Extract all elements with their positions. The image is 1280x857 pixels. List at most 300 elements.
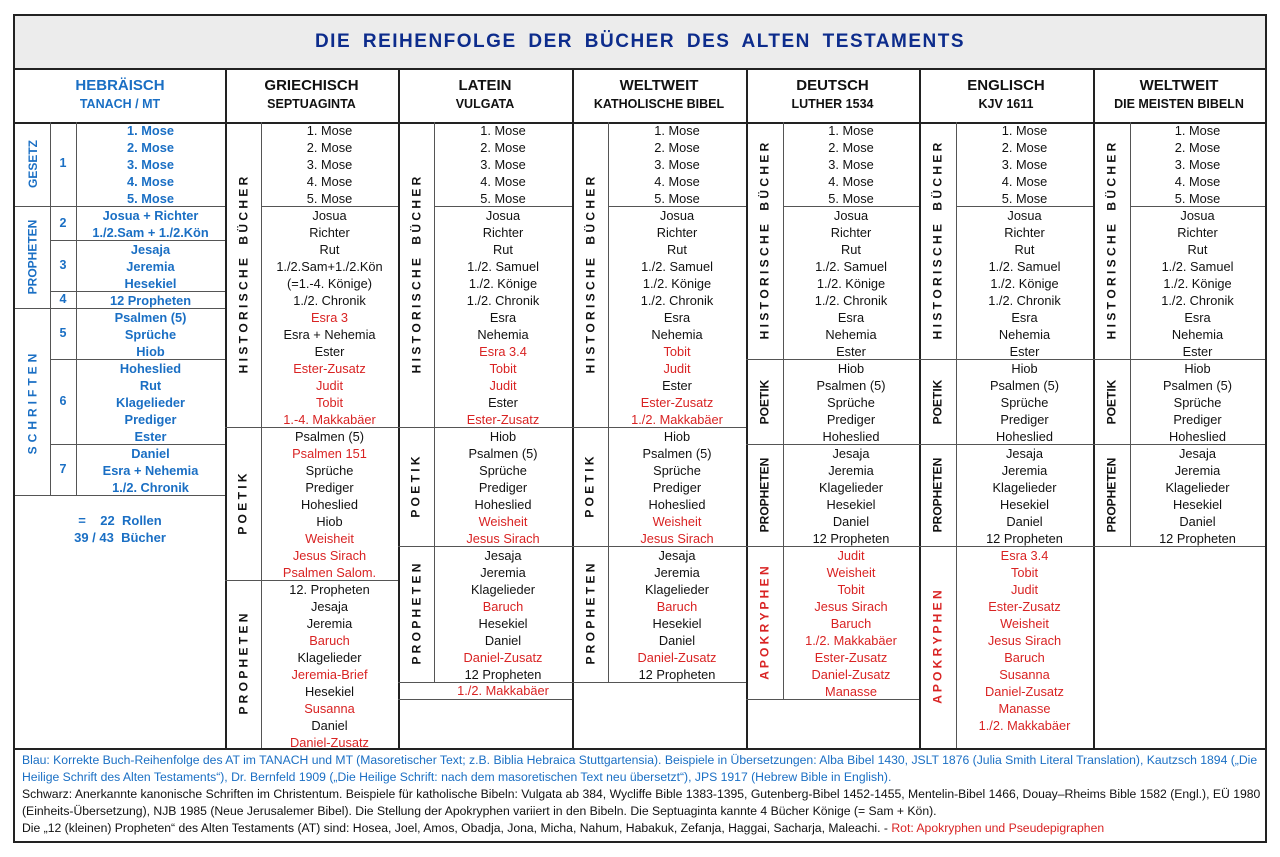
book-entry: Klagelieder — [297, 650, 362, 665]
book-entry: Esra 3.4 — [479, 344, 527, 359]
book-list — [783, 207, 919, 360]
book-entry: 4. Mose — [654, 174, 700, 189]
book-entry: Sprüche — [305, 463, 354, 478]
book-entry: Esra + Nehemia — [283, 327, 376, 342]
book-entry: Ester-Zusatz — [988, 599, 1061, 614]
book-entry: Prediger — [652, 480, 702, 495]
book-entry: Klagelieder — [644, 582, 710, 597]
label-propheten: PROPHETEN — [757, 457, 772, 533]
book-entry: Psalmen 151 — [292, 446, 367, 461]
book-entry: Hesekiel — [124, 276, 177, 291]
book-entry: 1./2. Makkabäer — [631, 412, 723, 427]
book-entry: 3. Mose — [306, 157, 353, 172]
book-entry: 1. Mose — [306, 123, 353, 138]
book-entry: Klagelieder — [1165, 480, 1230, 495]
book-entry: Ester — [314, 344, 345, 359]
book-entry: Psalmen (5) — [642, 446, 712, 461]
book-entry: Hoheslied — [474, 497, 532, 512]
book-entry: Judit — [315, 378, 344, 393]
label-historische: H I S T O R I S C H E B Ü C H E R — [757, 142, 772, 339]
book-list — [76, 122, 225, 207]
book-entry: 1./2. Makkabäer — [805, 633, 897, 648]
book-entry: 1./2. Chronik — [112, 480, 189, 495]
book-entry: 12 Propheten — [812, 531, 890, 546]
book-entry: 4. Mose — [1174, 174, 1221, 189]
book-entry: Klagelieder — [992, 480, 1057, 495]
book-entry: 5. Mose — [127, 191, 174, 206]
book-entry: Jesus Sirach — [292, 548, 367, 563]
book-entry: Sprüche — [479, 463, 527, 478]
book-entry: Jesaja — [484, 548, 522, 563]
book-entry: Daniel — [1006, 514, 1043, 529]
book-entry: Jeremia — [654, 565, 700, 580]
book-list — [261, 581, 398, 751]
book-entry: 5. Mose — [828, 191, 874, 206]
book-entry: Tobit — [837, 582, 865, 597]
book-entry: 1./2. Samuel — [467, 259, 539, 274]
book-entry: Ester — [662, 378, 692, 393]
group-number: 5 — [59, 326, 67, 340]
footer-propheten-note: Die „12 (kleinen) Propheten“ des Alten Testaments (AT) sind: Hosea, Joel, Amos, Obadja, Jona, Micha, Nahum, Habakuk, Zefanja, Haggai, Sacharja, Maleachi. - Rot: Apokryphen und Pseudepigraphen — [22, 821, 1105, 835]
book-list — [261, 428, 398, 581]
book-entry: Manasse — [825, 684, 877, 699]
book-entry: 4. Mose — [828, 174, 874, 189]
book-entry: 1./2. Chronik — [466, 293, 540, 308]
book-list — [956, 445, 1093, 547]
book-entry: 12 Propheten — [1159, 531, 1236, 546]
book-entry: Hiob — [316, 514, 343, 529]
book-entry: 4. Mose — [1001, 174, 1048, 189]
header-meisten: WELTWEIT DIE MEISTEN BIBELN — [1114, 77, 1244, 111]
book-entry: 5. Mose — [654, 191, 700, 206]
book-entry: Susanna — [304, 701, 355, 716]
book-entry: 1./2. Makkabäer — [978, 718, 1071, 733]
book-entry: Jeremia-Brief — [291, 667, 368, 682]
label-schriften: SCHRIFTEN — [25, 349, 40, 454]
book-list — [608, 428, 746, 547]
book-list — [1130, 445, 1265, 547]
book-entry: Nehemia — [825, 327, 877, 342]
label-propheten: P R O P H E T E N — [236, 613, 251, 715]
book-entry: Josua — [659, 208, 695, 223]
header-englisch: ENGLISCH KJV 1611 — [967, 77, 1045, 111]
book-entry: Nehemia — [651, 327, 703, 342]
book-entry: Baruch — [830, 616, 872, 631]
book-entry: Ester-Zusatz — [293, 361, 366, 376]
book-entry: 1./2. Samuel — [815, 259, 887, 274]
book-entry: Susanna — [999, 667, 1050, 682]
book-entry: Jeremia — [1174, 463, 1221, 478]
book-entry: 2. Mose — [654, 140, 700, 155]
label-historische: H I S T O R I S C H E B Ü C H E R — [236, 176, 250, 373]
book-entry: Rut — [1187, 242, 1208, 257]
book-entry: Josua — [312, 208, 347, 223]
book-entry: Rut — [319, 242, 340, 257]
book-entry: Jesaja — [832, 446, 870, 461]
book-list — [783, 360, 919, 445]
book-list — [261, 207, 398, 428]
book-entry: Hoheslied — [1169, 429, 1226, 444]
book-list — [434, 207, 572, 428]
book-entry: Klagelieder — [116, 395, 185, 410]
book-entry: Esra 3.4 — [1000, 548, 1049, 563]
book-entry: Richter — [482, 225, 524, 240]
book-entry: Baruch — [656, 599, 698, 614]
book-entry: Richter — [656, 225, 698, 240]
header-hebraeisch: HEBRÄISCH TANACH / MT — [75, 77, 165, 111]
book-entry: 1.-4. Makkabäer — [283, 412, 376, 427]
book-entry: Hiob — [136, 344, 165, 359]
book-list — [434, 682, 572, 699]
book-entry: Jesaja — [311, 599, 348, 614]
book-entry: 2. Mose — [306, 140, 353, 155]
book-entry: Psalmen (5) — [295, 429, 364, 444]
book-entry: Tobit — [489, 361, 517, 376]
book-entry: Jeremia — [1001, 463, 1048, 478]
book-entry: Hoheslied — [996, 429, 1053, 444]
label-propheten: P R O P H E T E N — [409, 563, 424, 665]
book-entry: Prediger — [305, 480, 354, 495]
book-entry: Judit — [489, 378, 517, 393]
book-entry: 1./2. Samuel — [641, 259, 713, 274]
book-entry: Ester-Zusatz — [640, 395, 714, 410]
book-entry: Weisheit — [478, 514, 528, 529]
book-list — [76, 360, 225, 445]
book-entry: Hesekiel — [826, 497, 876, 512]
label-poetik: POETIK — [757, 379, 772, 424]
book-entry: Psalmen (5) — [1163, 378, 1232, 393]
book-entry: Daniel — [484, 633, 522, 648]
book-list — [76, 241, 225, 292]
book-list — [1130, 360, 1265, 445]
book-entry: Richter — [1177, 225, 1218, 240]
book-entry: 4. Mose — [306, 174, 353, 189]
book-list — [76, 207, 225, 241]
book-entry: 3. Mose — [654, 157, 700, 172]
book-entry: Nehemia — [1171, 327, 1224, 342]
header-latein: LATEIN VULGATA — [455, 77, 515, 111]
book-entry: Hiob — [1184, 361, 1211, 376]
book-entry: Rut — [667, 242, 687, 257]
book-entry: Sprüche — [653, 463, 701, 478]
book-entry: Josua — [1007, 208, 1042, 223]
book-entry: Weisheit — [652, 514, 702, 529]
book-entry: 5. Mose — [1174, 191, 1221, 206]
book-entry: Judit — [1010, 582, 1039, 597]
book-entry: Esra — [1011, 310, 1038, 325]
book-entry: 3. Mose — [127, 157, 174, 172]
book-entry: Baruch — [1004, 650, 1045, 665]
book-list — [1130, 122, 1265, 207]
book-entry: Klagelieder — [818, 480, 884, 495]
book-entry: Prediger — [478, 480, 528, 495]
book-entry: 1. Mose — [480, 123, 526, 138]
book-list — [608, 122, 746, 207]
summary-buecher: 39 / 43 Bücher — [74, 530, 166, 545]
book-entry: 1./2. Könige — [642, 276, 712, 291]
book-entry: Judit — [837, 548, 865, 563]
book-entry: 1./2. Samuel — [988, 259, 1061, 274]
book-entry: Josua — [485, 208, 521, 223]
book-entry: Daniel — [832, 514, 870, 529]
book-entry: Jesaja — [1006, 446, 1043, 461]
book-entry: Ester-Zusatz — [814, 650, 888, 665]
book-entry: Daniel — [1179, 514, 1216, 529]
book-entry: 1./2. Chronik — [293, 293, 366, 308]
book-entry: 1. Mose — [1001, 123, 1048, 138]
label-poetik: P O E T I K — [409, 455, 423, 518]
footer-red-note: Rot: Apokryphen und Pseudepigraphen — [891, 821, 1105, 835]
book-entry: 1./2. Könige — [1163, 276, 1232, 291]
book-entry: Prediger — [826, 412, 876, 427]
book-list — [783, 445, 919, 547]
book-entry: 3. Mose — [1001, 157, 1048, 172]
header-katholisch: WELTWEIT KATHOLISCHE BIBEL — [593, 77, 725, 111]
book-entry: Hiob — [1011, 361, 1038, 376]
book-entry: Richter — [309, 225, 350, 240]
book-list — [76, 445, 225, 496]
book-entry: Sprüche — [1173, 395, 1222, 410]
book-entry: 3. Mose — [828, 157, 874, 172]
book-entry: Rut — [1014, 242, 1035, 257]
book-entry: 1./2.Sam+1./2.Kön — [276, 259, 383, 274]
book-entry: Hoheslied — [648, 497, 706, 512]
book-entry: 4. Mose — [127, 174, 174, 189]
group-number: 2 — [59, 216, 67, 230]
label-apokryphen: A P O K R Y P H E N — [757, 565, 772, 680]
book-entry: Esra — [1184, 310, 1211, 325]
book-entry: 4. Mose — [480, 174, 526, 189]
book-entry: Baruch — [309, 633, 350, 648]
book-entry: 2. Mose — [828, 140, 874, 155]
book-entry: (=1.-4. Könige) — [286, 276, 372, 291]
book-entry: Weisheit — [1000, 616, 1049, 631]
footer-notes — [22, 752, 1262, 837]
book-entry: Jeremia — [126, 259, 175, 274]
book-entry: Nehemia — [998, 327, 1051, 342]
book-entry: Ester-Zusatz — [466, 412, 540, 427]
book-entry: Jesaja — [130, 242, 171, 257]
book-entry: Hesekiel — [478, 616, 528, 631]
book-entry: Hesekiel — [652, 616, 702, 631]
book-list — [956, 360, 1093, 445]
book-entry: Jeremia — [480, 565, 526, 580]
book-list — [434, 547, 572, 683]
label-poetik: P O E T I K — [583, 455, 597, 518]
book-entry: Daniel-Zusatz — [463, 650, 543, 665]
book-list — [956, 122, 1093, 207]
book-entry: Jeremia — [306, 616, 353, 631]
book-entry: Rut — [493, 242, 513, 257]
group-number: 1 — [59, 156, 67, 170]
label-poetik: POETIK — [930, 379, 945, 424]
group-number: 3 — [59, 258, 67, 272]
book-entry: Daniel-Zusatz — [811, 667, 891, 682]
book-entry: Tobit — [315, 395, 344, 410]
book-list — [76, 309, 225, 360]
book-entry: 1. Mose — [828, 123, 874, 138]
book-entry: Josua — [833, 208, 869, 223]
book-entry: Judit — [663, 361, 691, 376]
book-entry: Jesus Sirach — [640, 531, 714, 546]
book-entry: Sprüche — [1000, 395, 1049, 410]
book-entry: Jesaja — [658, 548, 696, 563]
book-list — [434, 122, 572, 207]
book-entry: Psalmen (5) — [114, 310, 187, 325]
book-entry: Sprüche — [827, 395, 875, 410]
book-entry: 5. Mose — [480, 191, 526, 206]
book-entry: Psalmen (5) — [990, 378, 1059, 393]
book-entry: Jesaja — [1179, 446, 1216, 461]
book-entry: Hoheslied — [301, 497, 358, 512]
book-entry: 12. Propheten — [289, 582, 370, 597]
book-entry: 3. Mose — [480, 157, 526, 172]
book-entry: Daniel-Zusatz — [985, 684, 1064, 699]
book-entry: Ester — [134, 429, 167, 444]
book-entry: Hiob — [489, 429, 517, 444]
book-entry: 1. Mose — [1174, 123, 1221, 138]
book-entry: Jesus Sirach — [987, 633, 1062, 648]
group-number: 7 — [59, 462, 67, 476]
group-number: 4 — [59, 292, 67, 306]
label-propheten: PROPHETEN — [25, 219, 40, 295]
book-list — [956, 547, 1093, 734]
book-entry: Hesekiel — [999, 497, 1050, 512]
book-entry: Weisheit — [305, 531, 354, 546]
book-entry: Baruch — [482, 599, 524, 614]
book-entry: Daniel — [658, 633, 696, 648]
book-entry: Jesus Sirach — [814, 599, 888, 614]
book-entry: Ester — [488, 395, 518, 410]
label-gesetz: GESETZ — [25, 139, 40, 189]
book-entry: Josua — [1180, 208, 1215, 223]
book-entry: 1. Mose — [654, 123, 700, 138]
label-propheten: PROPHETEN — [1104, 457, 1119, 533]
label-propheten: P R O P H E T E N — [583, 563, 598, 665]
book-entry: 1./2. Chronik — [1161, 293, 1234, 308]
book-entry: 1./2. Chronik — [988, 293, 1061, 308]
header-griechisch: GRIECHISCH SEPTUAGINTA — [264, 77, 359, 111]
book-entry: 1. Mose — [127, 123, 174, 138]
book-entry: Esra — [663, 310, 691, 325]
book-entry: 12 Propheten — [464, 667, 542, 682]
book-entry: Esra + Nehemia — [102, 463, 199, 478]
book-entry: Esra — [489, 310, 517, 325]
book-entry: Prediger — [1000, 412, 1049, 427]
book-entry: Richter — [1004, 225, 1045, 240]
book-entry: Hesekiel — [1172, 497, 1223, 512]
book-entry: Rut — [139, 378, 162, 393]
group-number: 6 — [59, 394, 67, 408]
book-entry: Klagelieder — [470, 582, 536, 597]
book-list — [434, 428, 572, 547]
book-entry: Psalmen Salom. — [282, 565, 377, 580]
book-entry: Josua + Richter — [102, 208, 199, 223]
book-entry: Manasse — [998, 701, 1051, 716]
book-entry: 1./2. Könige — [468, 276, 538, 291]
book-entry: 2. Mose — [480, 140, 526, 155]
book-entry: Prediger — [124, 412, 177, 427]
book-entry: Rut — [841, 242, 861, 257]
footer-blue-note: Blau: Korrekte Buch-Reihenfolge des AT im TANACH und MT (Masoretischer Text; z.B. Biblia Hebraica Stuttgartensia). Beispiele in Übersetzungen: Alba Bibel 1430, JSLT 1876 (Julia Smith Literal Translation), Kautzsch 1894 („Die Heilige Schrift des Alten Testaments“), Dr. Bernfeld 1909 („Die Heilige Schrift: nach dem masoretischen Text neu übersetzt“), JPS 1917 (Hebrew Bible in English). — [22, 753, 1258, 784]
book-entry: 1./2. Könige — [990, 276, 1059, 291]
book-entry: 1./2. Könige — [816, 276, 886, 291]
book-list — [783, 547, 919, 700]
book-entry: 1./2. Chronik — [640, 293, 714, 308]
label-poetik: P O E T I K — [236, 472, 250, 535]
book-entry: Ester — [1009, 344, 1040, 359]
book-list — [783, 122, 919, 207]
label-historische: H I S T O R I S C H E B Ü C H E R — [930, 142, 945, 339]
book-entry: 12 Propheten — [109, 293, 192, 308]
book-entry: 1./2. Chronik — [814, 293, 888, 308]
book-list — [608, 547, 746, 683]
book-entry: 5. Mose — [306, 191, 353, 206]
footer-black-note: Schwarz: Anerkannte kanonische Schriften im Christentum. Beispiele für katholische Bibeln: Vulgata ab 384, Wycliffe Bible 1383-1395, Gutenberg-Bibel 1452-1455, Mentelin-Bibel 1466, Douay–Rheims Bible 1582 (Engl.), EÜ 1980 (Einheits-Übersetzung), NJB 1985 (Neue Jerusalemer Bibel). Die Stellung der Apokryphen variiert in den Bibeln. Die Septuaginta kannte 4 Bücher Könige (= Sam + Kön). — [22, 787, 1261, 818]
book-entry: Daniel — [311, 718, 348, 733]
book-list — [261, 122, 398, 207]
book-entry: Hesekiel — [304, 684, 355, 699]
book-entry: 12 Propheten — [638, 667, 716, 682]
label-historische: H I S T O R I S C H E B Ü C H E R — [583, 176, 597, 373]
book-entry: Jeremia — [828, 463, 874, 478]
book-entry: Tobit — [663, 344, 691, 359]
summary-rollen: = 22 Rollen — [78, 513, 162, 528]
label-historische: H I S T O R I S C H E B Ü C H E R — [1104, 142, 1119, 339]
book-entry: Daniel — [131, 446, 170, 461]
book-entry: Psalmen (5) — [468, 446, 538, 461]
book-entry: 1./2.Sam + 1./2.Kön — [92, 225, 209, 240]
book-entry: Hiob — [837, 361, 865, 376]
book-entry: Ester — [836, 344, 866, 359]
book-list — [76, 292, 225, 309]
book-entry: 5. Mose — [1001, 191, 1048, 206]
book-entry: 2. Mose — [1001, 140, 1048, 155]
book-entry: Nehemia — [477, 327, 529, 342]
book-entry: 2. Mose — [1174, 140, 1221, 155]
book-entry: 2. Mose — [127, 140, 174, 155]
book-entry: Esra — [837, 310, 865, 325]
book-entry: Jesus Sirach — [466, 531, 540, 546]
book-entry: Weisheit — [826, 565, 876, 580]
book-entry: Psalmen (5) — [816, 378, 886, 393]
book-entry: 12 Propheten — [986, 531, 1063, 546]
page-title: DIE REIHENFOLGE DER BÜCHER DES ALTEN TESTAMENTS — [15, 16, 1265, 70]
book-entry: 1./2. Makkabäer — [457, 683, 549, 698]
book-entry: Tobit — [1010, 565, 1039, 580]
book-list — [956, 207, 1093, 360]
book-entry: Hoheslied — [119, 361, 182, 376]
book-entry: 1./2. Samuel — [1161, 259, 1234, 274]
book-entry: 3. Mose — [1174, 157, 1221, 172]
book-list — [608, 207, 746, 428]
book-list — [1130, 207, 1265, 360]
label-historische: H I S T O R I S C H E B Ü C H E R — [409, 176, 423, 373]
book-entry: Esra 3 — [311, 310, 348, 325]
label-poetik: POETIK — [1104, 379, 1119, 424]
book-entry: Hoheslied — [822, 429, 880, 444]
book-entry: Ester — [1182, 344, 1213, 359]
book-entry: Daniel-Zusatz — [637, 650, 717, 665]
label-apokryphen: A P O K R Y P H E N — [930, 590, 945, 704]
book-entry: Richter — [830, 225, 872, 240]
book-entry: Daniel-Zusatz — [290, 735, 369, 750]
book-entry: Hiob — [663, 429, 691, 444]
book-entry: Sprüche — [124, 327, 177, 342]
book-entry: Prediger — [1173, 412, 1222, 427]
header-deutsch: DEUTSCH LUTHER 1534 — [791, 77, 874, 111]
label-propheten: PROPHETEN — [930, 457, 945, 533]
